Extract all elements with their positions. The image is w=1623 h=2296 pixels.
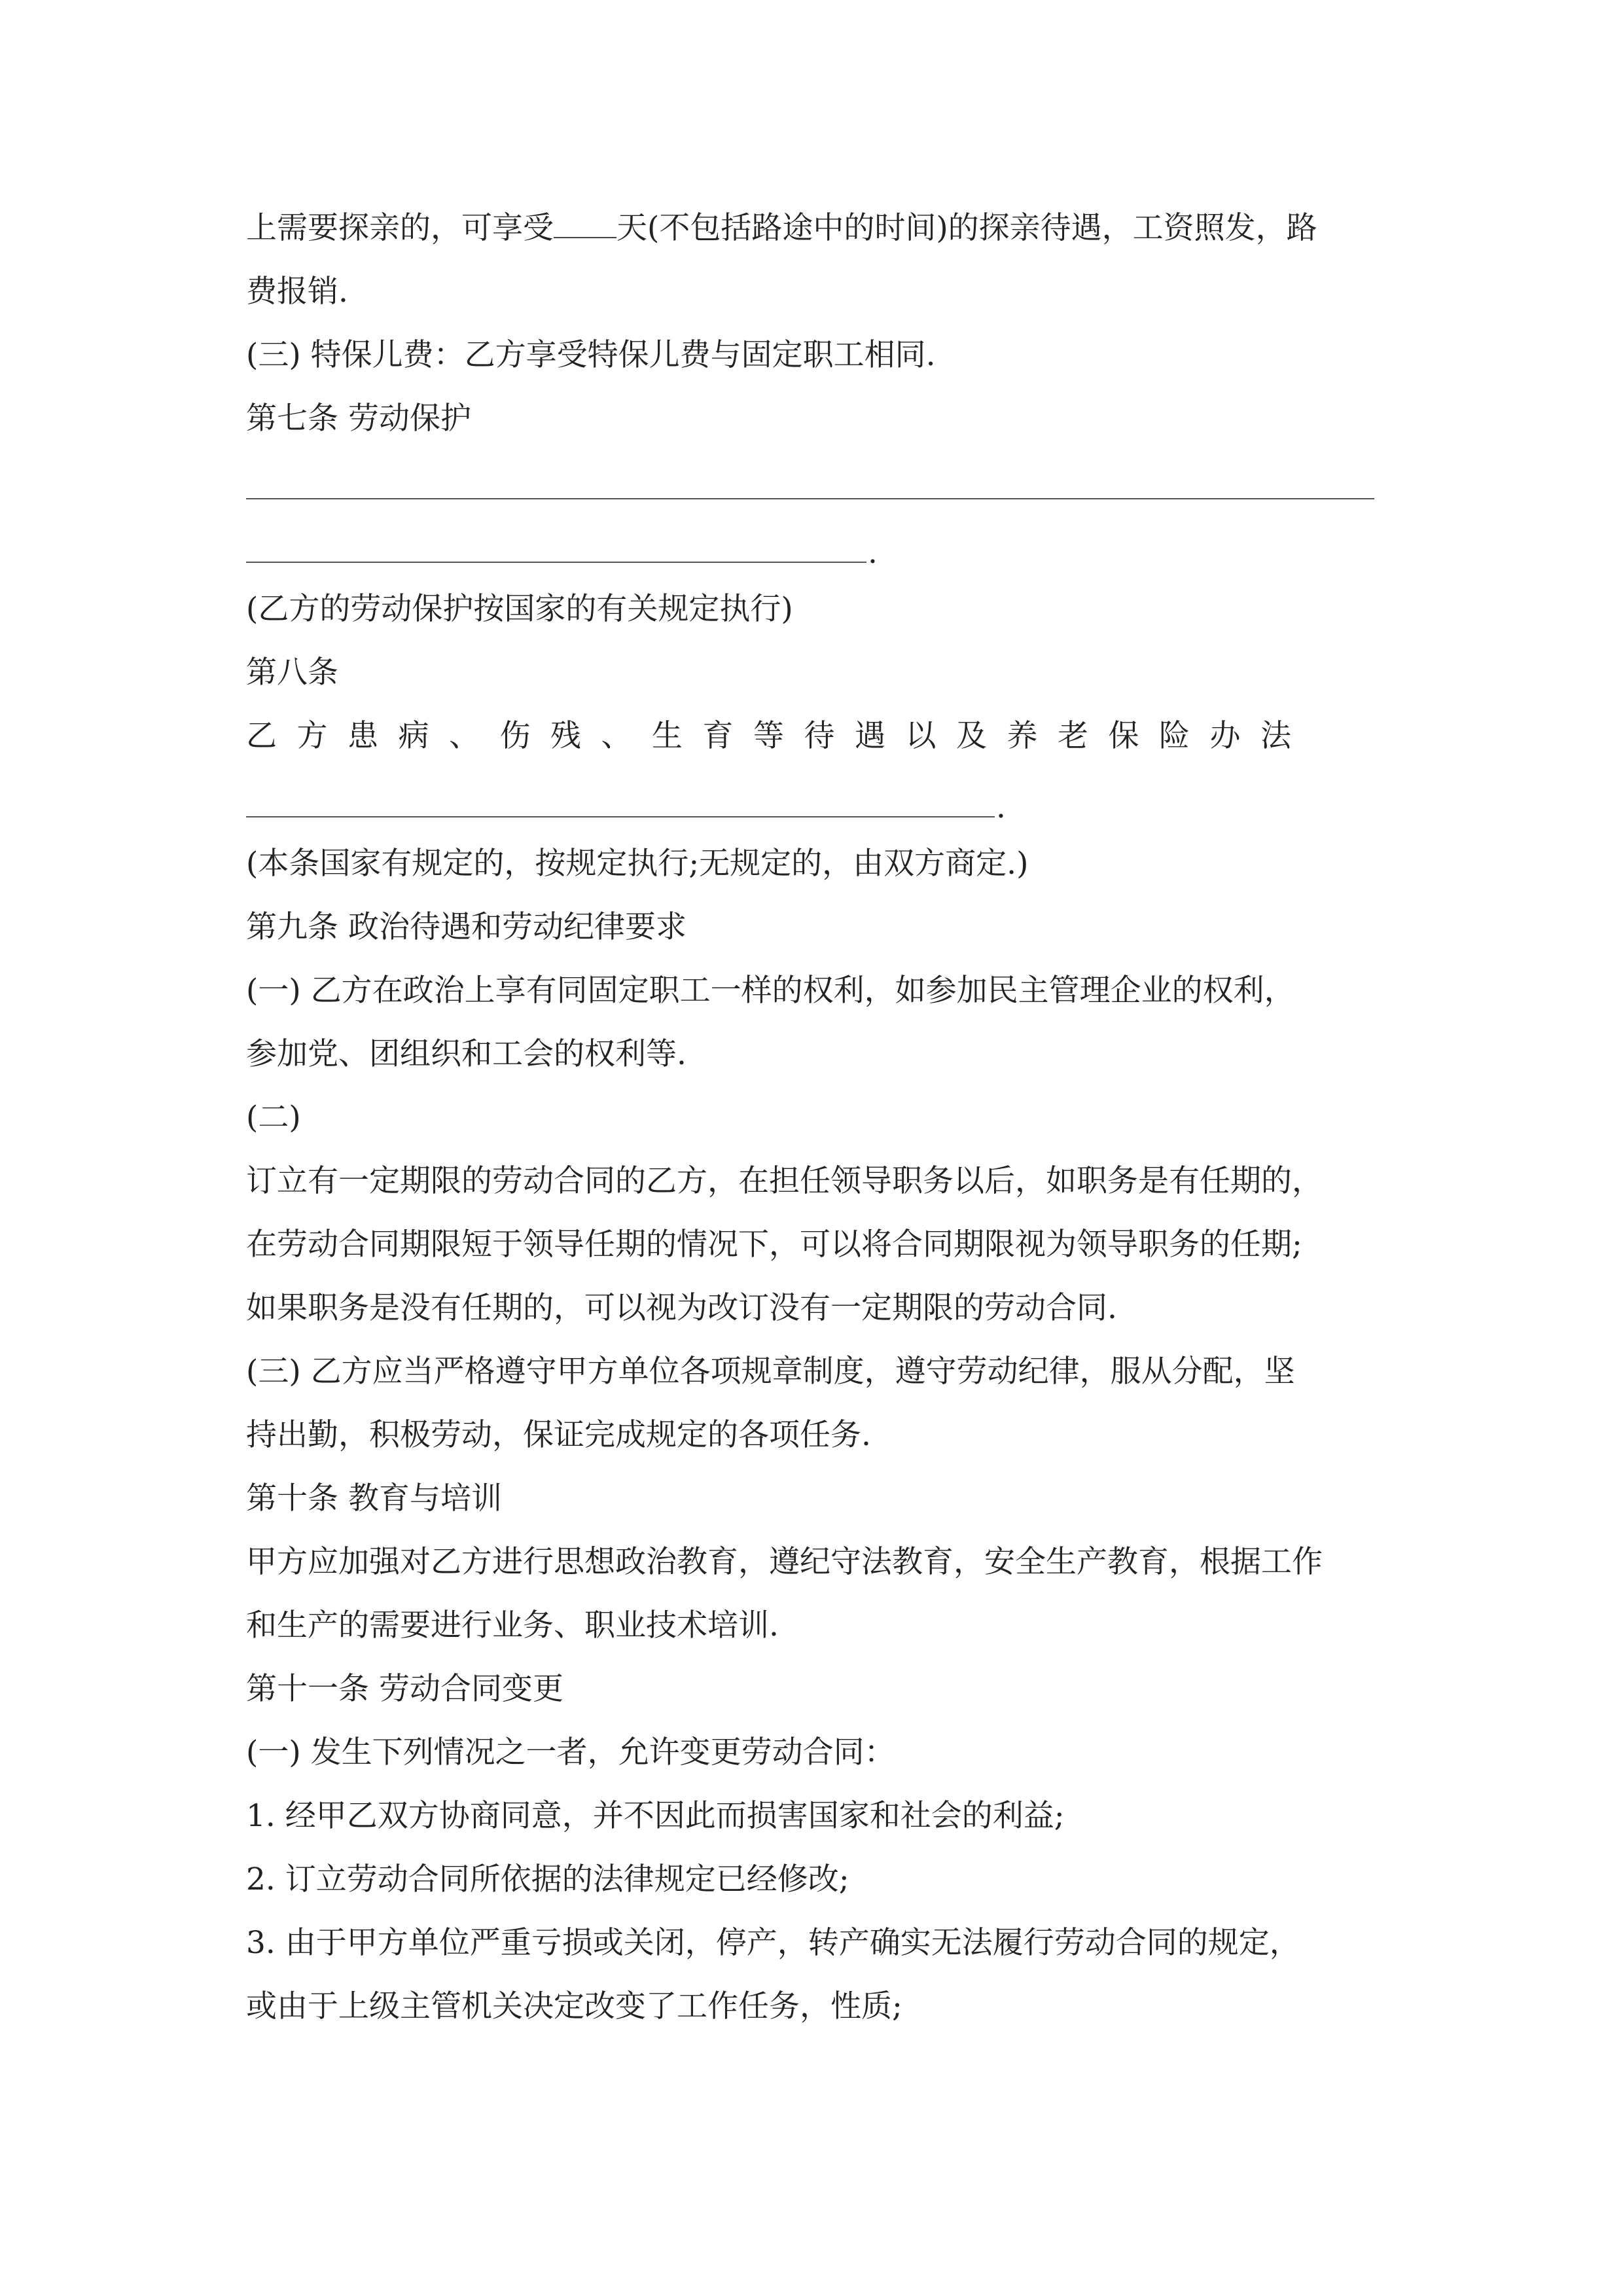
- line-end-period: .: [868, 535, 878, 571]
- text-line: 如果职务是没有任期的，可以视为改订没有一定期限的劳动合同.: [246, 1290, 1117, 1326]
- text-line: 和生产的需要进行业务、职业技术培训.: [246, 1607, 779, 1643]
- fill-in-line: [246, 816, 995, 817]
- text-line: 甲方应加强对乙方进行思想政治教育，遵纪守法教育，安全生产教育，根据工作: [246, 1544, 1323, 1580]
- text-line: [246, 208, 1317, 248]
- text-line: (三) 乙方应当严格遵守甲方单位各项规章制度，遵守劳动纪律，服从分配，坚: [246, 1354, 1295, 1390]
- text-line: (一) 发生下列情况之一者，允许变更劳动合同：: [246, 1734, 895, 1770]
- line-end-period: .: [996, 789, 1006, 825]
- list-item: 1. 经甲乙双方协商同意，并不因此而损害国家和社会的利益;: [246, 1798, 1065, 1834]
- text-line: 参加党、团组织和工会的权利等.: [246, 1036, 687, 1072]
- fill-in-line: [246, 562, 866, 563]
- text-segment: 上需要探亲的，可享受: [246, 210, 554, 246]
- text-line: 费报销.: [246, 274, 348, 310]
- text-line: 持出勤，积极劳动，保证完成规定的各项任务.: [246, 1417, 871, 1453]
- section-heading: 第十条 教育与培训: [246, 1480, 502, 1516]
- text-segment: 天(不包括路途中的时间)的探亲待遇，工资照发，路: [616, 210, 1317, 246]
- text-line: 订立有一定期限的劳动合同的乙方，在担任领导职务以后，如职务是有任期的，: [246, 1163, 1323, 1199]
- section-heading: 第八条: [246, 655, 338, 691]
- text-line: (三) 特保儿费：乙方享受特保儿费与固定职工相同.: [246, 337, 936, 373]
- text-line: (一) 乙方在政治上享有同固定职工一样的权利，如参加民主管理企业的权利，: [246, 973, 1295, 1009]
- text-line: (本条国家有规定的，按规定执行;无规定的，由双方商定.): [246, 846, 1029, 882]
- section-heading: 第九条 政治待遇和劳动纪律要求: [246, 909, 687, 945]
- text-line: (二): [246, 1100, 301, 1136]
- fill-in-line: [246, 498, 1374, 499]
- list-item: 3. 由于甲方单位严重亏损或关闭，停产，转产确实无法履行劳动合同的规定，: [246, 1925, 1300, 1961]
- text-line: 在劳动合同期限短于领导任期的情况下，可以将合同期限视为领导职务的任期;: [246, 1227, 1302, 1263]
- text-line: 乙方患病、伤残、生育等待遇以及养老保险办法: [246, 718, 1311, 754]
- text-line: 或由于上级主管机关决定改变了工作任务，性质;: [246, 1988, 902, 2024]
- text-line: (乙方的劳动保护按国家的有关规定执行): [246, 591, 793, 627]
- list-item: 2. 订立劳动合同所依据的法律规定已经修改;: [246, 1861, 849, 1897]
- fill-in-blank: [554, 208, 616, 238]
- section-heading: 第七条 劳动保护: [246, 401, 471, 437]
- section-heading: 第十一条 劳动合同变更: [246, 1671, 563, 1707]
